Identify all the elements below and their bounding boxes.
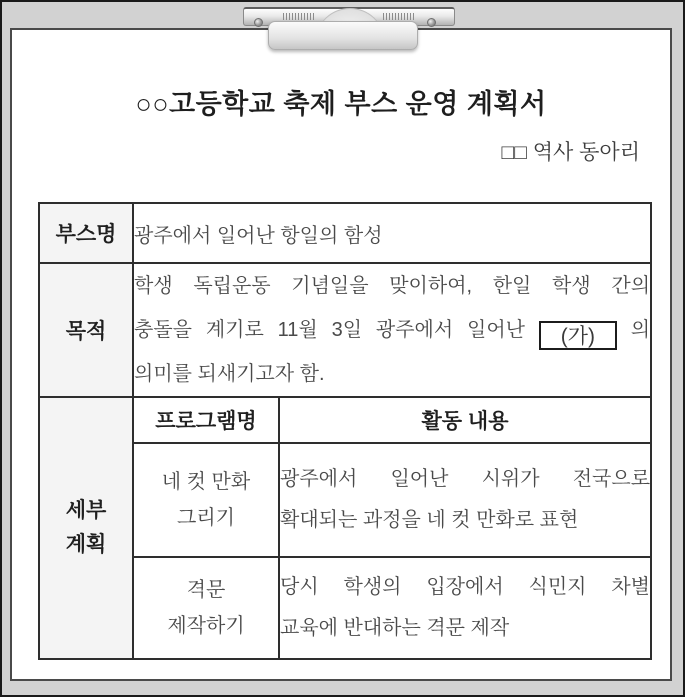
purpose-label: 목적 <box>39 263 133 397</box>
purpose-line-2-before: 충돌을 계기로 11월 3일 광주에서 일어난 <box>134 319 525 341</box>
purpose-line-1: 학생 독립운동 기념일을 맞이하여, 한일 학생 간의 <box>134 275 651 297</box>
clip-grip-texture-left <box>283 13 315 20</box>
booth-name-label: 부스명 <box>39 203 133 263</box>
detail-plan-label <box>39 397 133 659</box>
clip-grip-texture-right <box>383 13 415 20</box>
program-2-name <box>133 557 279 659</box>
program-1-activity <box>279 443 651 557</box>
program-1-activity-line1: 광주에서 일어난 시위가 전국으로 <box>280 468 651 490</box>
clip-tongue <box>268 21 418 50</box>
program-1-name <box>133 443 279 557</box>
program-2-name-line2: 제작하기 <box>167 615 245 637</box>
table-row-detail-header <box>39 397 651 443</box>
purpose-content <box>133 263 651 397</box>
page-title: ○○고등학교 축제 부스 운영 계획서 <box>135 89 547 119</box>
detail-plan-label-line2: 계획 <box>65 533 107 556</box>
purpose-line-3: 의미를 되새기고자 함. <box>134 363 325 385</box>
program-1-activity-line2: 확대되는 과정을 네 컷 만화로 표현 <box>280 509 579 531</box>
program-1-name-line1: 네 컷 만화 <box>161 471 251 493</box>
booth-name-value: 광주에서 일어난 항일의 함성 <box>133 203 651 263</box>
purpose-line-2 <box>134 308 650 352</box>
column-header-activity: 활동 내용 <box>279 397 651 443</box>
table-row-booth <box>39 203 651 263</box>
booth-plan-table <box>38 202 652 660</box>
blank-ga-box: (가) <box>539 321 617 350</box>
program-2-name-line1: 격문 <box>186 579 226 601</box>
club-name: □□ 역사 동아리 <box>501 141 640 164</box>
program-2-activity-line2: 교육에 반대하는 격문 제작 <box>280 617 510 639</box>
purpose-line-2-after: 의 <box>630 319 651 341</box>
program-2-activity <box>279 557 651 659</box>
table-row-purpose <box>39 263 651 397</box>
document-page <box>10 28 672 681</box>
detail-plan-label-line1: 세부 <box>65 499 107 522</box>
column-header-program: 프로그램명 <box>133 397 279 443</box>
program-2-activity-line1: 당시 학생의 입장에서 식민지 차별 <box>280 576 651 598</box>
program-1-name-line2: 그리기 <box>177 507 235 529</box>
clip-screw-left <box>254 18 263 27</box>
clip-screw-right <box>427 18 436 27</box>
